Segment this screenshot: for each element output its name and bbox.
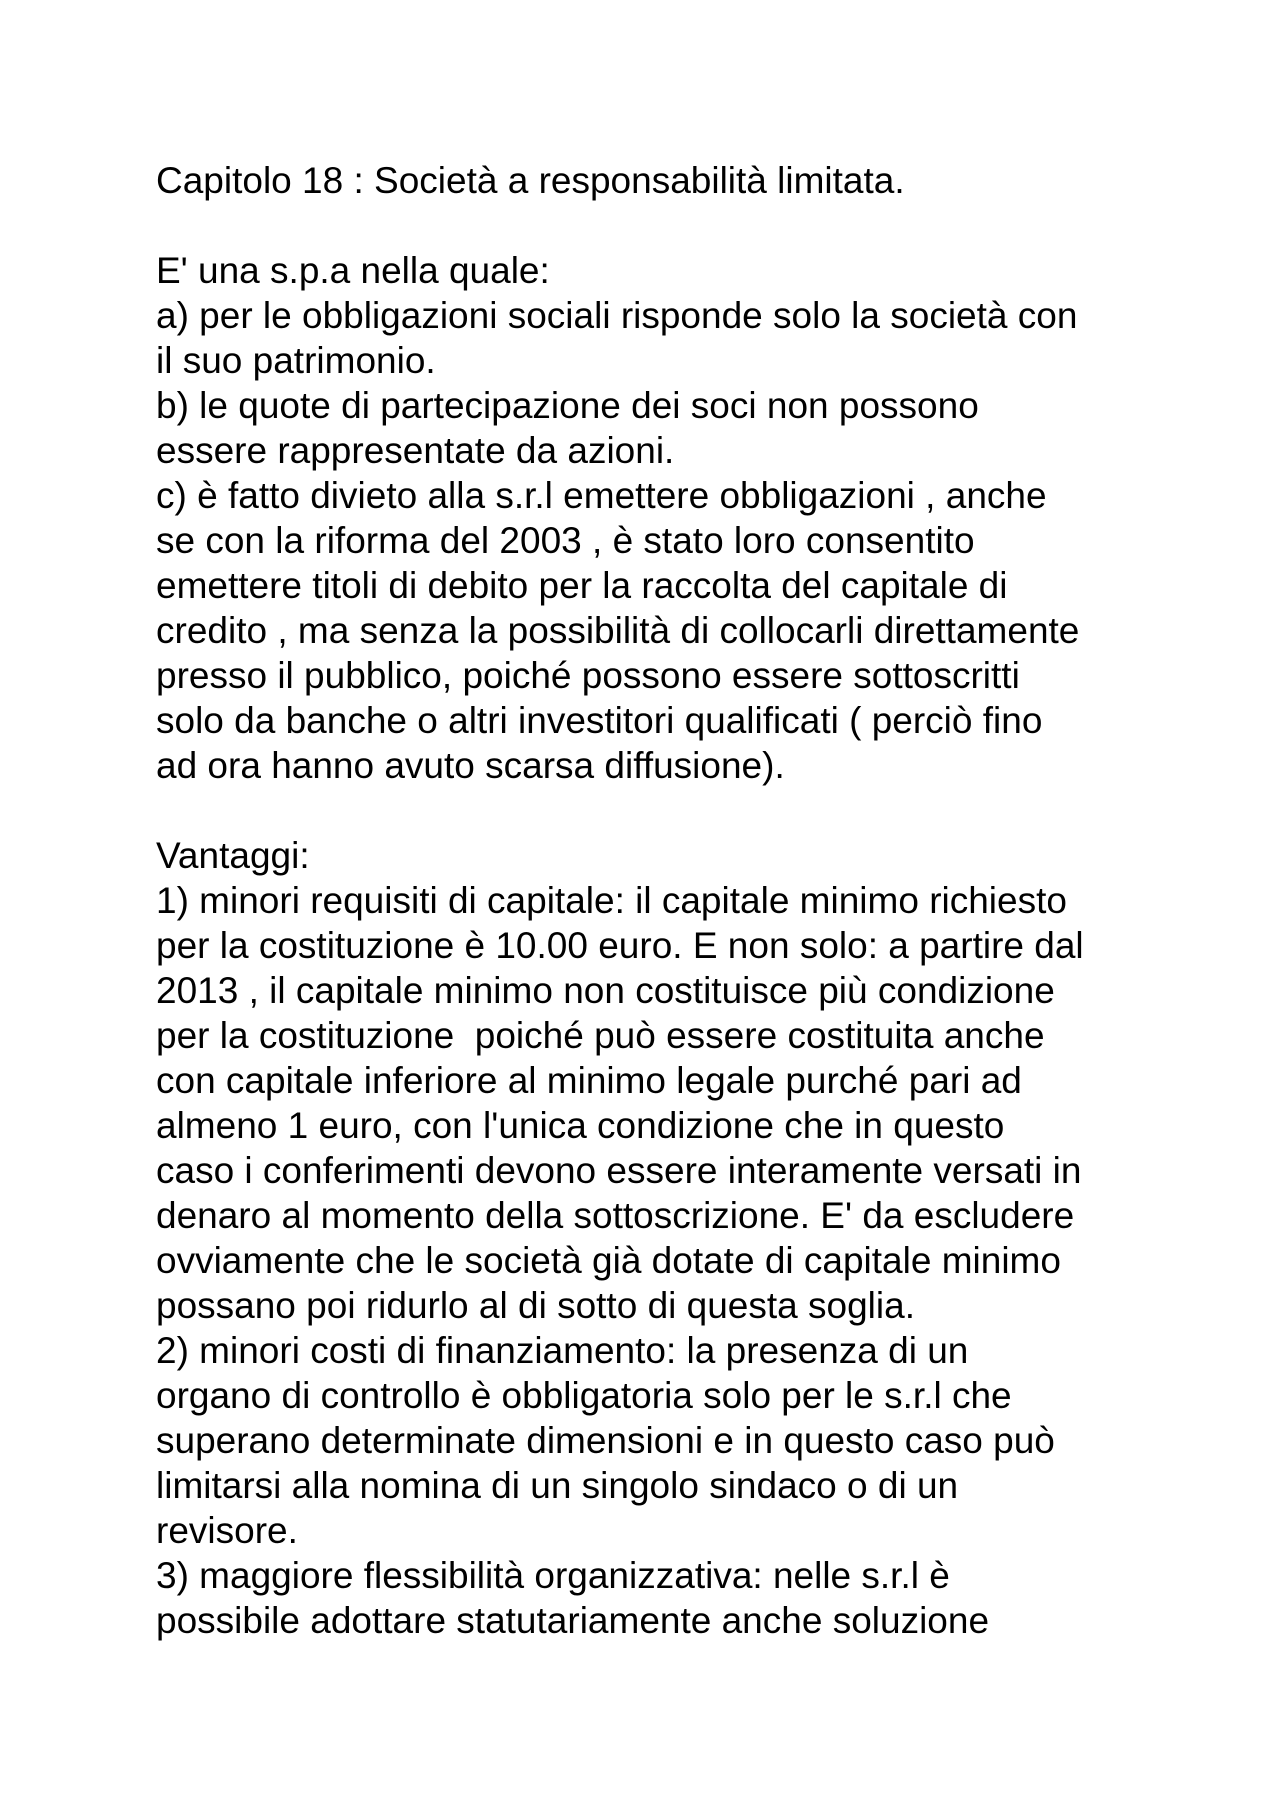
text-line: solo da banche o altri investitori qualificati ( perciò fino	[156, 700, 1043, 741]
text-line: presso il pubblico, poiché possono essere sottoscritti	[156, 655, 1020, 696]
text-line: caso i conferimenti devono essere interamente versati in	[156, 1150, 1082, 1191]
text-line: b) le quote di partecipazione dei soci non possono	[156, 385, 979, 426]
text-line: superano determinate dimensioni e in questo caso può	[156, 1420, 1055, 1461]
blank-line	[156, 788, 1216, 833]
document-body	[156, 158, 1216, 1643]
text-line: limitarsi alla nomina di un singolo sindaco o di un	[156, 1465, 959, 1506]
text-line: con capitale inferiore al minimo legale purché pari ad	[156, 1060, 1022, 1101]
text-line: 1) minori requisiti di capitale: il capitale minimo richiesto	[156, 880, 1067, 921]
text-line: possibile adottare statutariamente anche soluzione	[156, 1600, 990, 1641]
text-line: almeno 1 euro, con l'unica condizione che in questo	[156, 1105, 1005, 1146]
intro-lead: E' una s.p.a nella quale:	[156, 250, 550, 291]
text-line: denaro al momento della sottoscrizione. E' da escludere	[156, 1195, 1075, 1236]
blank-line	[156, 203, 1216, 248]
text-line: per la costituzione è 10.00 euro. E non solo: a partire dal	[156, 925, 1084, 966]
section-heading-vantaggi: Vantaggi:	[156, 835, 310, 876]
text-line: 2) minori costi di finanziamento: la presenza di un	[156, 1330, 969, 1371]
text-line: 2013 , il capitale minimo non costituisce più condizione	[156, 970, 1055, 1011]
text-line: c) è fatto divieto alla s.r.l emettere obbligazioni , anche	[156, 475, 1047, 516]
text-line: revisore.	[156, 1510, 298, 1551]
text-line: se con la riforma del 2003 , è stato loro consentito	[156, 520, 975, 561]
text-line: essere rappresentate da azioni.	[156, 430, 675, 471]
page-title: Capitolo 18 : Società a responsabilità limitata.	[156, 160, 905, 201]
text-line: ovviamente che le società già dotate di capitale minimo	[156, 1240, 1061, 1281]
text-line: credito , ma senza la possibilità di collocarli direttamente	[156, 610, 1080, 651]
text-line: organo di controllo è obbligatoria solo per le s.r.l che	[156, 1375, 1012, 1416]
text-line: 3) maggiore flessibilità organizzativa: nelle s.r.l è	[156, 1555, 950, 1596]
text-line: il suo patrimonio.	[156, 340, 436, 381]
text-line: a) per le obbligazioni sociali risponde solo la società con	[156, 295, 1078, 336]
text-line: per la costituzione poiché può essere costituita anche	[156, 1015, 1045, 1056]
text-line: possano poi ridurlo al di sotto di questa soglia.	[156, 1285, 915, 1326]
text-line: ad ora hanno avuto scarsa diffusione).	[156, 745, 785, 786]
text-line: emettere titoli di debito per la raccolta del capitale di	[156, 565, 1008, 606]
